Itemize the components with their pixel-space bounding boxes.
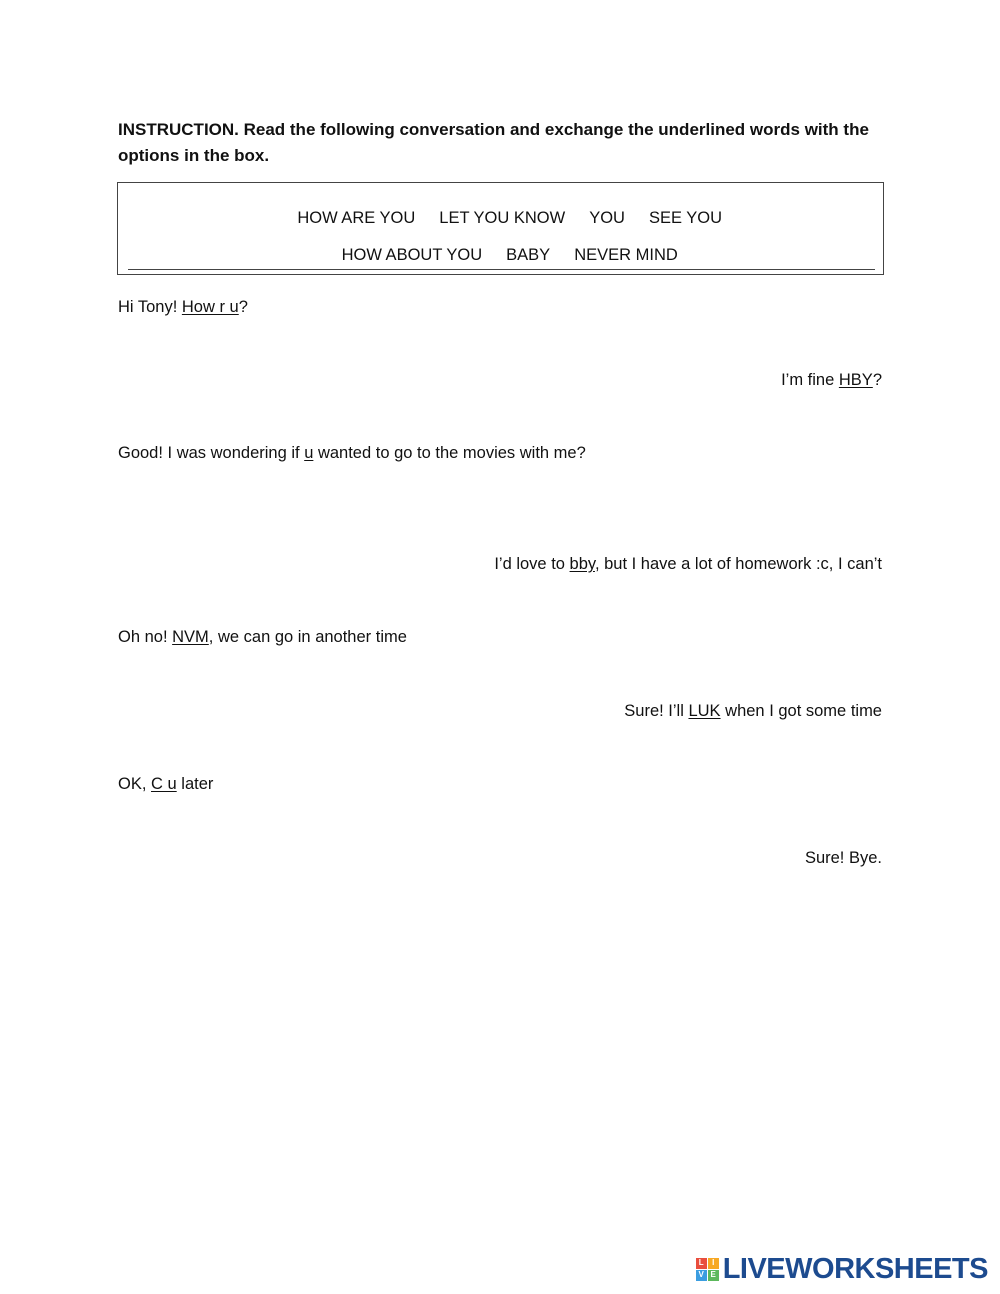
option-never-mind: NEVER MIND [574, 246, 678, 264]
option-see-you: SEE YOU [648, 209, 723, 227]
dialogue-line-8 [805, 848, 882, 868]
dialogue-line-6 [624, 701, 882, 721]
options-row-2 [118, 227, 883, 284]
dialogue-line-7 [118, 774, 213, 794]
line-text: I’m fine [781, 371, 839, 389]
dialogue-line-4 [494, 554, 882, 574]
underlined-word: NVM [172, 628, 209, 646]
line-text: wanted to go to the movies with me? [313, 444, 586, 462]
option-you: YOU [589, 209, 625, 227]
underlined-word: C u [151, 775, 177, 793]
logo-mark-letter: I [708, 1258, 719, 1269]
line-text: Good! I was wondering if [118, 444, 305, 462]
option-baby: BABY [506, 246, 551, 264]
logo-mark-letter: L [696, 1258, 707, 1269]
underlined-word: HBY [838, 371, 873, 389]
line-text: Oh no! [118, 628, 173, 646]
option-how-about-you: HOW ABOUT YOU [341, 246, 483, 264]
underlined-word: LUK [688, 702, 721, 720]
line-text: Hi Tony! [118, 298, 182, 316]
underlined-word: How r u [181, 298, 239, 316]
logo-mark-letter: E [708, 1270, 719, 1281]
logo-mark-icon [696, 1258, 719, 1281]
dialogue-line-3 [118, 443, 586, 463]
box-divider [128, 269, 875, 270]
logo-text: LIVEWORKSHEETS [722, 1252, 988, 1285]
line-text: ? [872, 371, 882, 389]
line-text: Sure! Bye. [804, 849, 882, 867]
dialogue-line-1 [118, 297, 248, 317]
option-how-are-you: HOW ARE YOU [297, 209, 416, 227]
dialogue-line-5 [118, 627, 407, 647]
line-text: ? [238, 298, 248, 316]
option-let-you-know: LET YOU KNOW [439, 209, 566, 227]
logo-mark-letter: V [696, 1270, 707, 1281]
underlined-word: bby [569, 555, 595, 573]
line-text: when I got some time [720, 702, 882, 720]
line-text: I’d love to [494, 555, 570, 573]
options-box [117, 182, 884, 275]
line-text: , but I have a lot of homework :c, I can’t [594, 555, 882, 573]
instruction-text: INSTRUCTION. Read the following conversation and exchange the underlined words with the options in the box. [118, 120, 869, 165]
line-text: , we can go in another time [208, 628, 407, 646]
line-text: Sure! I’ll [624, 702, 689, 720]
line-text: later [176, 775, 214, 793]
liveworksheets-logo [696, 1252, 988, 1286]
line-text: OK, [118, 775, 152, 793]
dialogue-line-2 [781, 370, 882, 390]
underlined-word: u [304, 444, 314, 462]
